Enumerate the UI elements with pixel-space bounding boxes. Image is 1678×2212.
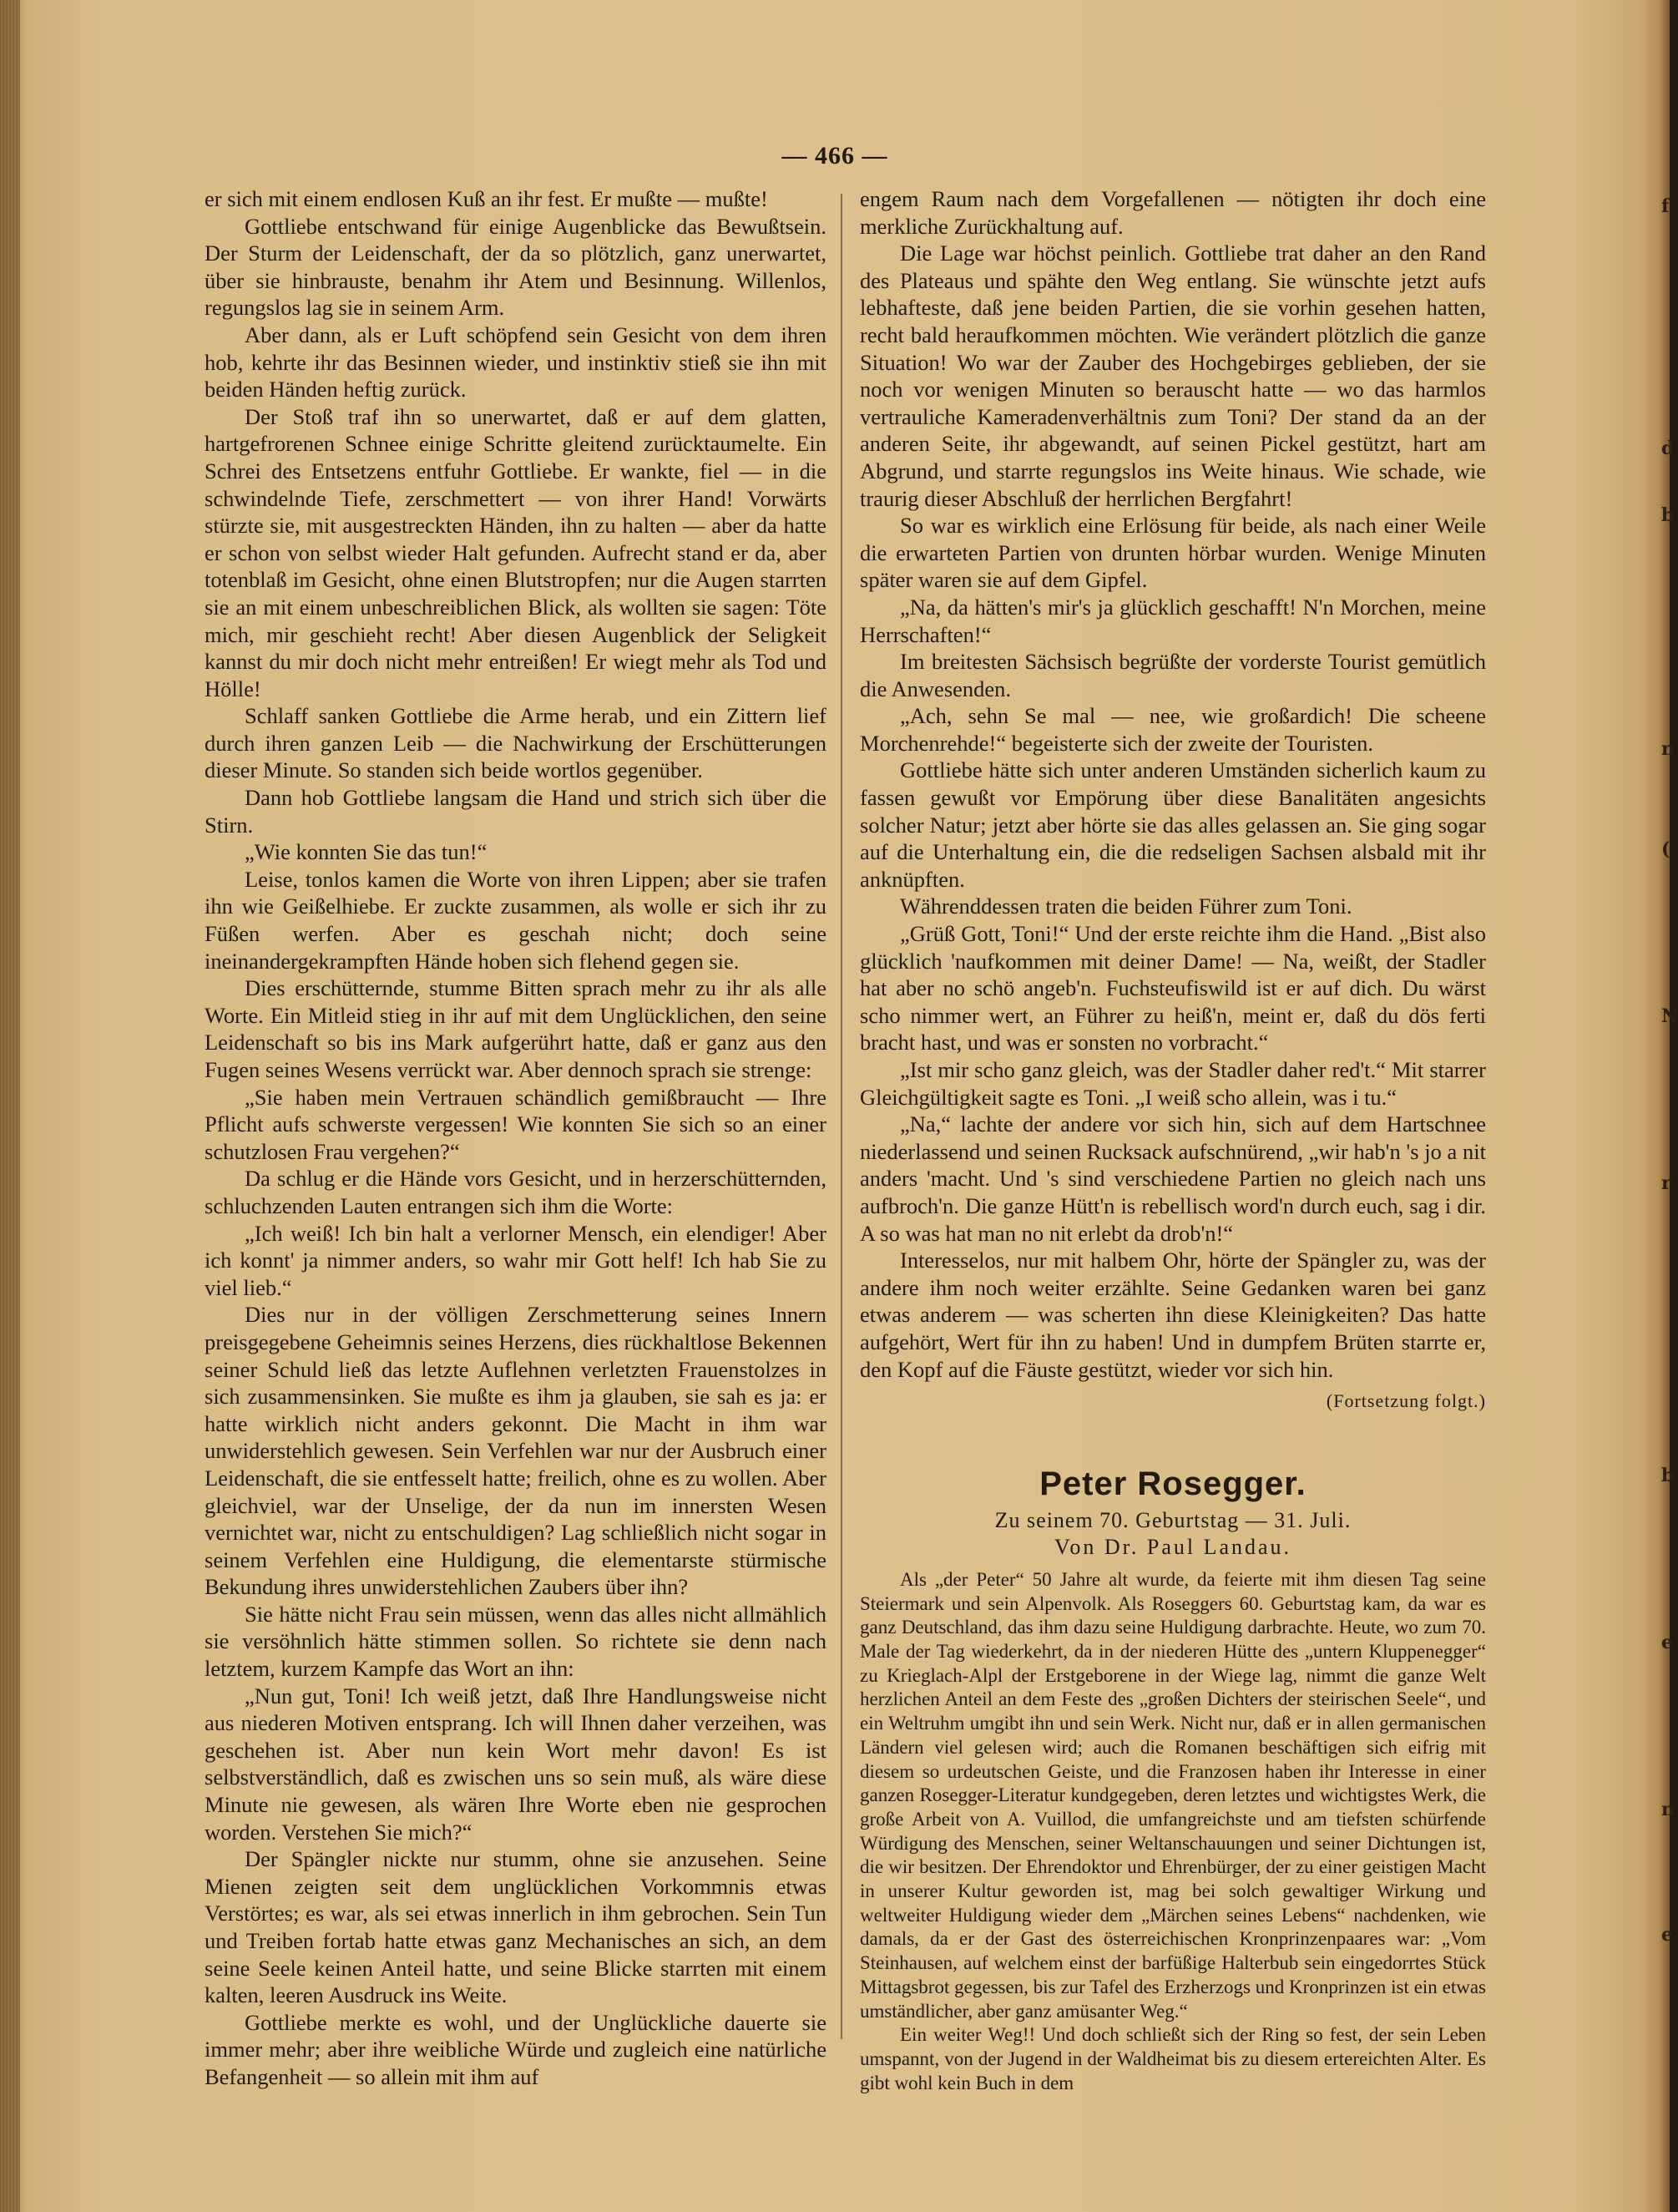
bleed-glyph: f	[1661, 195, 1670, 217]
paragraph: „Grüß Gott, Toni!“ Und der erste reichte ihm die Hand. „Bist also glücklich 'naufkommen mit deiner Dame! — Na, weißt, der Stadler hat aber no schö angeb'n. Fuchsteufiswild ist er auf dich. Du wärst scho nimmer wert, an Führer zu heiß'n, meint er, daß du dös ferti bracht hast, und was er sonsten no vorbracht.“	[860, 921, 1486, 1055]
paragraph: „Na, da hätten's mir's ja glücklich geschafft! N'n Morchen, meine Herrschaften!“	[860, 594, 1486, 647]
paragraph: Währenddessen traten die beiden Führer zum Toni.	[900, 893, 1352, 919]
paragraph: „Sie haben mein Vertrauen schändlich gemißbraucht — Ihre Pflicht aufs schwerste vergessen! Wie konnten Sie sich so an einer schutzlosen Frau vergehen?“	[205, 1084, 826, 1164]
left-column	[205, 185, 826, 2091]
paragraph: „Wie konnten Sie das tun!“	[245, 839, 488, 865]
paragraph: Gottliebe hätte sich unter anderen Umständen sicherlich kaum zu fassen gewußt vor Empörung über diese Banalitäten angesichts solcher Natur; jetzt aber hörte sie das alles gelassen an. Sie ging sogar auf die Unterhaltung ein, die die redseligen Sachsen alsbald mit ihr anknüpften.	[860, 757, 1486, 892]
bleed-glyph: n	[1661, 1799, 1675, 1820]
paragraph: er sich mit einem endlosen Kuß an ihr fest. Er mußte — mußte!	[205, 186, 768, 211]
paragraph: Der Stoß traf ihn so unerwartet, daß er auf dem glatten, hartgefrorenen Schnee einige Schritte gleitend zurücktaumelte. Ein Schrei des Entsetzens entfuhr Gottliebe. Er wankte, fiel — in die schwindelnde Tiefe, zerschmettert — von ihrer Hand! Vorwärts stürzte sie, mit ausgestreckten Händen, ihn zu halten — aber da hatte er schon von selbst wieder Halt gefunden. Aufrecht stand er da, aber totenblaß im Gesicht, ohne einen Blutstropfen; nur die Augen starrten sie an mit einem unbeschreiblichen Blick, als wollten sie sagen: Töte mich, mir geschieht recht! Aber diesen Augenblick der Seligkeit kannst du mir doch nicht mehr entreißen! Er wiegt mehr als Tod und Hölle!	[205, 403, 826, 701]
column-divider	[841, 194, 842, 2039]
paragraph: Als „der Peter“ 50 Jahre alt wurde, da feierte mit ihm diesen Tag seine Steiermark und sein Alpenvolk. Als Roseggers 60. Geburtstag kam, da war es ganz Deutschland, das ihm dazu seine Huldigung darbrachte. Heute, wo zum 70. Male der Tag wiederkehrt, da in der niederen Hütte des „untern Kluppenegger“ zu Krieglach-Alpl der Erstgeborene in der Wiege lag, nimmt die ganze Welt herzlichen Anteil an dem Feste des „großen Dichters der steirischen Seele“, und ein Weltruhm umgibt ihn und sein Werk. Nicht nur, daß er in allen germanischen Ländern viel gelesen wird; auch die Romanen beschäftigen sich eifrig mit diesem so urdeutschen Geiste, und die Franzosen haben ihr Interesse in einer ganzen Rosegger-Literatur kundgegeben, deren letztes und wichtigstes Werk, die große Arbeit von A. Vuillod, die umfangreichste und am tiefsten schürfende Würdigung des Menschen, seiner Weltanschauungen und seiner Dichtungen ist, die wir besitzen. Der Ehrendoktor und Ehrenbürger, der zu einer geistigen Macht in unserer Kultur geworden ist, mag bei solch gewaltiger Wirkung und weltweiter Huldigung wieder dem „Märchen seines Lebens“ nachdenken, wie damals, da er der Gast des österreichischen Kronprinzenpaares war: „Vom Steinhausen, auf welchem einst der barfüßige Halterbub sein eingedorrtes Stück Mittagsbrot gegessen, bis zur Tafel des Erzherzogs und Kronprinzen ist ein etwas umständlicher, aber ganz amüsanter Weg.“	[860, 1568, 1486, 2022]
book-spine-shadow	[0, 0, 20, 2212]
bleed-glyph: r	[1661, 1172, 1671, 1194]
serial-story-continuation	[860, 185, 1486, 1383]
paragraph: Aber dann, als er Luft schöpfend sein Gesicht von dem ihren hob, kehrte ihr das Besinnen wieder, und instinktiv stieß sie ihn mit beiden Händen heftig zurück.	[205, 321, 826, 402]
bleed-glyph: b	[1661, 504, 1675, 526]
paragraph: Gottliebe merkte es wohl, und der Unglückliche dauerte sie immer mehr; aber ihre weibliche Würde und zugleich eine natürliche Befangenheit — so allein mit ihm auf	[205, 2009, 826, 2089]
page-edge	[1658, 0, 1678, 2212]
section-gap	[860, 1415, 1486, 1464]
paragraph: Dies erschütternde, stumme Bitten sprach mehr zu ihr als alle Worte. Ein Mitleid stieg in ihr auf mit dem Unglücklichen, den seine Leidenschaft so bis ins Mark aufgerührt hatte, daß er ganz aus den Fugen seines Wesens verrückt war. Aber dennoch sprach sie strenge:	[205, 975, 826, 1082]
paragraph: „Ist mir scho ganz gleich, was der Stadler daher red't.“ Mit starrer Gleichgültigkeit sagte es Toni. „I weiß scho allein, was i tu.“	[860, 1057, 1486, 1110]
bleed-glyph: b	[1661, 1465, 1675, 1486]
page-number: — 466 —	[781, 142, 888, 170]
bleed-glyph: N	[1661, 1005, 1678, 1027]
paragraph: engem Raum nach dem Vorgefallenen — nötigten ihr doch eine merkliche Zurückhaltung auf.	[860, 186, 1486, 239]
paragraph: Im breitesten Sächsisch begrüßte der vorderste Tourist gemütlich die Anwesenden.	[860, 649, 1486, 701]
paragraph: Die Lage war höchst peinlich. Gottliebe trat daher an den Rand des Plateaus und spähte den Weg entlang. Sie wünschte jetzt aufs lebhafteste, daß jene beiden Partien, die sie vorhin gesehen hatten, recht bald heraufkommen möchten. Wie verändert plötzlich die ganze Situation! Wo war der Zauber des Hochgebirges geblieben, der sie noch vor wenigen Minuten so berauscht hatte — wo das harmlos vertrauliche Kameradenverhältnis zum Toni? Der stand da an der anderen Seite, ihr abgewandt, auf seinen Pickel gestützt, hart am Abgrund, und starrte regungslos ins Weite hinaus. Wie schade, wie traurig dieser Abschluß der herrlichen Bergfahrt!	[860, 240, 1486, 511]
bleed-glyph: (	[1661, 838, 1670, 860]
paragraph: „Na,“ lachte der andere vor sich hin, sich auf dem Hartschnee niederlassend und seinen Rucksack aufschnürend, „wir hab'n 's jo a nit anders 'macht. Und 's sind verschiedene Partien no gleich nach uns aufbroch'n. Die ganze Hütt'n is rebellisch word'n durch euch, sag i dir. A so was hat man no nit erlebt da drob'n!“	[860, 1111, 1486, 1246]
bleed-glyph: d	[1661, 438, 1675, 459]
paragraph: Interesselos, nur mit halbem Ohr, hörte der Spängler zu, was der andere ihm noch weiter erzählte. Seine Gedanken waren bei ganz etwas anderem — was scherten ihn diese Kleinigkeiten? Das hatte aufgehört, Wert für ihn zu haben! Und in dumpfem Brüten starrte er, den Kopf auf die Fäuste gestützt, wieder vor sich hin.	[860, 1248, 1486, 1382]
paragraph: Ein weiter Weg!! Und doch schließt sich der Ring so fest, der sein Leben umspannt, von der Jugend in der Waldheimat bis zu diesem ertereichten Alter. Es gibt wohl kein Buch in dem	[860, 2024, 1486, 2093]
paragraph: Der Spängler nickte nur stumm, ohne sie anzusehen. Seine Mienen zeigten seit dem unglücklichen Vorkommnis etwas Verstörtes; es war, als sei etwas innerlich in ihm gebrochen. Sein Tun und Treiben fortab hatte etwas ganz Mechanisches an sich, an dem seine Seele keinen Anteil hatte, und seine Blicke starrten mit einem kalten, leeren Ausdruck ins Weite.	[205, 1846, 826, 2008]
paragraph: „Nun gut, Toni! Ich weiß jetzt, daß Ihre Handlungsweise nicht aus niederen Motiven entsprang. Ich will Ihnen daher verzeihen, was geschehen ist. Aber nun kein Wort mehr davon! Es ist selbstverständlich, daß es zwischen uns so sein muß, als wäre diese Minute nie gewesen, als wären Ihre Worte eben nie gesprochen worden. Verstehen Sie mich?“	[205, 1683, 826, 1845]
paragraph: Schlaff sanken Gottliebe die Arme herab, und ein Zittern lief durch ihren ganzen Leib — die Nachwirkung der Erschütterungen dieser Minute. So standen sich beide wortlos gegenüber.	[205, 703, 826, 783]
bleed-glyph: e	[1661, 1924, 1673, 1946]
paragraph: So war es wirklich eine Erlösung für beide, als nach einer Weile die erwarteten Partien von drunten hörbar wurden. Wenige Minuten später waren sie auf dem Gipfel.	[860, 513, 1486, 593]
paragraph: Leise, tonlos kamen die Worte von ihren Lippen; aber sie trafen ihn wie Geißelhiebe. Er zuckte zusammen, als wolle er sich ihr zu Füßen werfen. Aber es geschah nicht; doch seine ineinandergekrampften Hände hoben sich flehend gegen sie.	[205, 866, 826, 974]
article-subtitle: Zu seinem 70. Geburtstag — 31. Juli.	[994, 1507, 1352, 1532]
continued-note: (Fortsetzung folgt.)	[1326, 1390, 1486, 1412]
right-column	[860, 185, 1486, 2095]
paragraph: Da schlug er die Hände vors Gesicht, und in herzerschütternden, schluchzenden Lauten entrangen sich ihm die Worte:	[205, 1166, 826, 1218]
article-author: Von Dr. Paul Landau.	[1054, 1535, 1292, 1560]
paragraph: „Ich weiß! Ich bin halt a verlorner Mensch, ein elendiger! Aber ich konnt' ja nimmer anders, so wahr mir Gott helf! Ich hab Sie zu viel lieb.“	[205, 1220, 826, 1300]
article-title: Peter Rosegger.	[1039, 1465, 1307, 1502]
paragraph: „Ach, sehn Se mal — nee, wie großardich! Die scheene Morchenrehde!“ begeisterte sich der zweite der Touristen.	[860, 703, 1486, 756]
bleed-glyph: e	[1661, 1632, 1673, 1653]
paragraph: Sie hätte nicht Frau sein müssen, wenn das alles nicht allmählich sie versöhnlich hätte stimmen sollen. So richtete sie denn nach letztem, kurzem Kampfe das Wort an ihn:	[205, 1601, 826, 1682]
article-body	[860, 1568, 1486, 2095]
paragraph: Dann hob Gottliebe langsam die Hand und strich sich über die Stirn.	[205, 785, 826, 838]
paragraph: Gottliebe entschwand für einige Augenblicke das Bewußtsein. Der Sturm der Leidenschaft, der da so plötzlich, ganz unerwartet, über sie hinbrauste, benahm ihr Atem und Besinnung. Willenlos, regungslos lag sie in seinem Arm.	[205, 213, 826, 321]
paragraph: Dies nur in der völligen Zerschmetterung seines Innern preisgegebene Geheimnis seines Herzens, dies rückhaltlose Bekennen seiner Schuld ließ das letzte Auflehnen verletzten Frauenstolzes in sich zusammensinken. Sie mußte es ihm ja glauben, sie sah es ja: er hatte wirklich nicht anders gekonnt. Die Macht in ihm war unwiderstehlich gewesen. Sein Verfehlen war nur der Ausbruch einer Leidenschaft, die sie entfesselt hatte; freilich, ohne es zu wollen. Aber gleichviel, war der Unselige, der da nun im innersten Wesen vernichtet war, nicht zu entschuldigen? Lag schließlich nicht sogar in seinem Verfehlen eine Huldigung, die elementarste stürmische Bekundung ihres unwiderstehlichen Zaubers über ihn?	[205, 1302, 826, 1600]
bleed-glyph: n	[1661, 738, 1675, 760]
